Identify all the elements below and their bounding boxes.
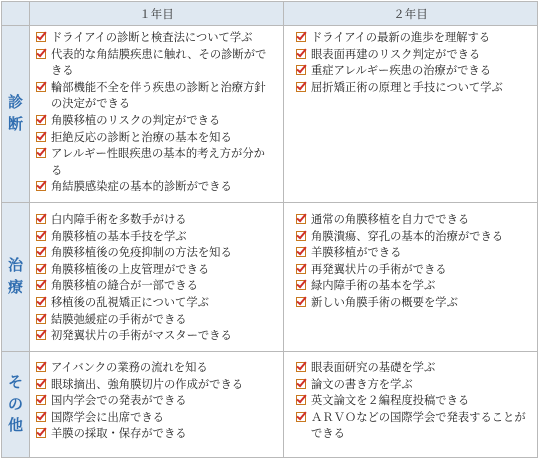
- item-text: 屈折矯正術の原理と手技について学ぶ: [311, 80, 503, 94]
- item-text: ＡＲＶＯなどの国際学会で発表することができる: [311, 410, 526, 441]
- list-item: [296, 47, 529, 64]
- item-text: 角膜潰瘍、穿孔の基本的治療ができる: [311, 229, 504, 243]
- category-char: 診: [7, 93, 23, 112]
- list-item: [36, 146, 275, 179]
- list-item: [36, 212, 275, 229]
- item-text: 羊膜移植ができる: [311, 246, 402, 260]
- checkbox-checked-icon: [36, 362, 46, 372]
- checkbox-checked-icon: [36, 264, 46, 274]
- checkbox-checked-icon: [36, 297, 46, 307]
- curriculum-table: [1, 1, 538, 458]
- checkbox-checked-icon: [296, 247, 306, 257]
- checkbox-checked-icon: [36, 32, 46, 42]
- checkbox-checked-icon: [36, 148, 46, 158]
- checkbox-checked-icon: [36, 49, 46, 59]
- category-char: そ: [7, 372, 23, 391]
- list-item: [296, 377, 529, 394]
- list-item: [36, 262, 275, 279]
- checkbox-checked-icon: [36, 280, 46, 290]
- treatment-year2-cell: [284, 203, 538, 352]
- checkbox-checked-icon: [36, 412, 46, 422]
- list-item: [296, 212, 529, 229]
- item-text: 白内障手術を多数手がける: [51, 213, 187, 226]
- list-item: [36, 47, 275, 80]
- item-text: 初発翼状片の手術がマスターできる: [51, 329, 232, 343]
- checkbox-checked-icon: [36, 247, 46, 257]
- item-text: 論文の書き方を学ぶ: [311, 377, 413, 391]
- treatment-year1-list: [30, 203, 283, 349]
- item-text: 角結膜感染症の基本的診断ができる: [51, 180, 232, 194]
- list-item: [36, 312, 275, 329]
- checkbox-checked-icon: [36, 214, 46, 224]
- category-char: 他: [7, 416, 23, 435]
- list-item: [36, 328, 275, 345]
- item-text: 角膜移植後の上皮管理ができる: [51, 262, 210, 276]
- list-item: [36, 229, 275, 246]
- checkbox-checked-icon: [296, 297, 306, 307]
- row-treatment: [2, 203, 538, 352]
- category-char: 治: [7, 256, 23, 275]
- item-text: 通常の角膜移植を自力でできる: [311, 213, 470, 226]
- checkbox-checked-icon: [36, 379, 46, 389]
- category-char: 療: [7, 278, 23, 296]
- list-item: [296, 262, 529, 279]
- checkbox-checked-icon: [36, 314, 46, 324]
- treatment-year1-cell: [30, 203, 284, 352]
- item-text: 国内学会での発表ができる: [51, 394, 187, 408]
- checkbox-checked-icon: [296, 49, 306, 59]
- checkbox-checked-icon: [296, 379, 306, 389]
- item-text: ドライアイの最新の進歩を理解する: [311, 31, 491, 44]
- list-item: [296, 245, 529, 262]
- category-diagnosis: [2, 26, 30, 203]
- header-year2: ２年目: [284, 2, 538, 26]
- checkbox-checked-icon: [296, 32, 306, 42]
- checkbox-checked-icon: [36, 428, 46, 438]
- item-text: 角膜移植の基本手技を学ぶ: [51, 229, 187, 243]
- item-text: 眼表面研究の基礎を学ぶ: [311, 361, 436, 374]
- row-other: [2, 352, 538, 458]
- item-text: 結膜弛緩症の手術ができる: [51, 312, 187, 326]
- other-year2-cell: [284, 352, 538, 458]
- diagnosis-year2-list: [284, 26, 537, 100]
- list-item: [296, 80, 529, 97]
- checkbox-checked-icon: [296, 214, 306, 224]
- list-item: [36, 30, 275, 47]
- list-item: [36, 245, 275, 262]
- checkbox-checked-icon: [36, 82, 46, 92]
- other-year2-list: [284, 352, 537, 447]
- item-text: 緑内障手術の基本を学ぶ: [311, 279, 436, 293]
- checkbox-checked-icon: [36, 231, 46, 241]
- item-text: 輪部機能不全を伴う疾患の診断と治療方針の決定ができる: [51, 80, 266, 111]
- list-item: [296, 63, 529, 80]
- item-text: 眼表面再建のリスク判定ができる: [311, 47, 481, 61]
- category-treatment: [2, 203, 30, 352]
- list-item: [296, 229, 529, 246]
- item-text: 羊膜の採取・保存ができる: [51, 427, 187, 441]
- list-item: [296, 278, 529, 295]
- list-item: [36, 295, 275, 312]
- checkbox-checked-icon: [296, 65, 306, 75]
- list-item: [36, 278, 275, 295]
- list-item: [296, 393, 529, 410]
- checkbox-checked-icon: [36, 115, 46, 125]
- diagnosis-year1-list: [30, 26, 283, 200]
- item-text: ドライアイの診断と検査法について学ぶ: [51, 31, 253, 44]
- list-item: [36, 130, 275, 147]
- row-diagnosis: [2, 26, 538, 203]
- list-item: [296, 295, 529, 312]
- list-item: [296, 410, 529, 443]
- list-item: [36, 113, 275, 130]
- checkbox-checked-icon: [296, 395, 306, 405]
- item-text: 新しい角膜手術の概要を学ぶ: [311, 295, 458, 309]
- diagnosis-year2-cell: [284, 26, 538, 203]
- checkbox-checked-icon: [296, 412, 306, 422]
- header-year1: １年目: [30, 2, 284, 26]
- item-text: 再発翼状片の手術ができる: [311, 262, 447, 276]
- other-year1-cell: [30, 352, 284, 458]
- item-text: 拒絶反応の診断と治療の基本を知る: [51, 130, 232, 144]
- checkbox-checked-icon: [36, 395, 46, 405]
- treatment-year2-list: [284, 203, 537, 316]
- category-char: 断: [7, 115, 23, 133]
- item-text: 角膜移植後の免疫抑制の方法を知る: [51, 246, 232, 260]
- list-item: [36, 179, 275, 196]
- item-text: 国際学会に出席できる: [51, 410, 164, 424]
- list-item: [296, 360, 529, 377]
- checkbox-checked-icon: [296, 264, 306, 274]
- other-year1-list: [30, 352, 283, 447]
- header-row: [2, 2, 538, 26]
- list-item: [296, 30, 529, 47]
- list-item: [36, 377, 275, 394]
- item-text: 眼球摘出、強角膜切片の作成ができる: [51, 377, 244, 391]
- item-text: 移植後の乱視矯正について学ぶ: [51, 295, 209, 309]
- item-text: 英文論文を２編程度投稿できる: [311, 394, 470, 408]
- category-char: の: [7, 394, 23, 413]
- list-item: [36, 426, 275, 443]
- list-item: [36, 393, 275, 410]
- checkbox-checked-icon: [296, 280, 306, 290]
- item-text: 代表的な角結膜疾患に触れ、その診断ができる: [51, 47, 267, 78]
- list-item: [36, 80, 275, 113]
- item-text: 角膜移植のリスクの判定ができる: [51, 113, 221, 127]
- item-text: アイバンクの業務の流れを知る: [51, 361, 208, 374]
- item-text: アレルギー性眼疾患の基本的考え方が分かる: [51, 147, 265, 177]
- item-text: 重症アレルギー疾患の治療ができる: [311, 64, 492, 78]
- checkbox-checked-icon: [296, 231, 306, 241]
- list-item: [36, 360, 275, 377]
- category-other: [2, 352, 30, 458]
- diagnosis-year1-cell: [30, 26, 284, 203]
- checkbox-checked-icon: [296, 82, 306, 92]
- checkbox-checked-icon: [36, 181, 46, 191]
- header-corner: [2, 2, 30, 26]
- checkbox-checked-icon: [36, 330, 46, 340]
- item-text: 角膜移植の縫合が一部できる: [51, 279, 198, 293]
- checkbox-checked-icon: [296, 362, 306, 372]
- checkbox-checked-icon: [36, 132, 46, 142]
- list-item: [36, 410, 275, 427]
